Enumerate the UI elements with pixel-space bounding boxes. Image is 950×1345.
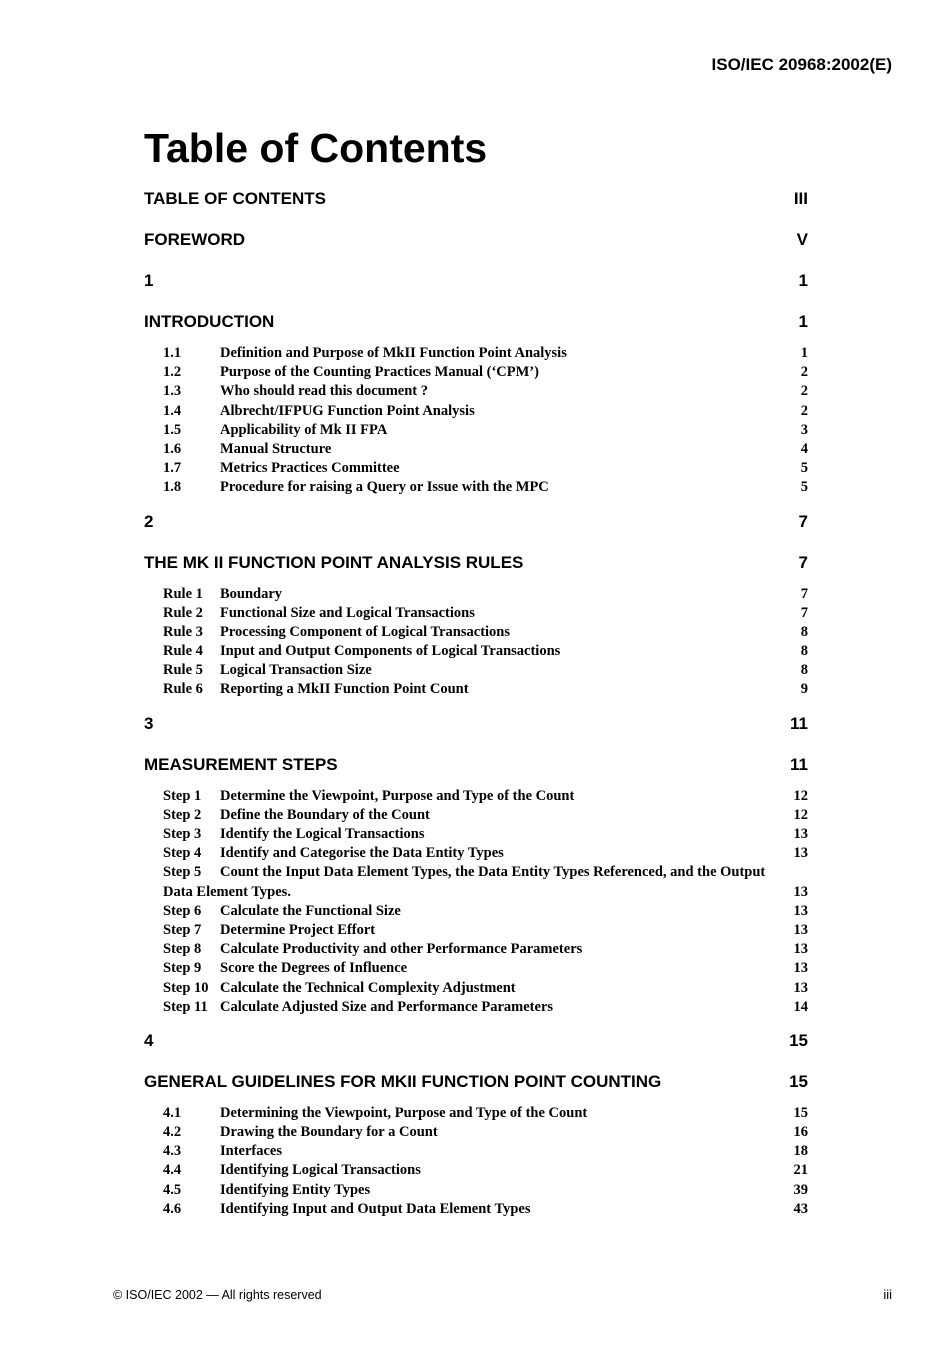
toc-entry-page: 1 bbox=[798, 271, 808, 290]
subitem-page: 16 bbox=[793, 1124, 808, 1141]
toc-entry-page: 7 bbox=[798, 511, 808, 531]
subitem-number: Step 7 bbox=[163, 921, 202, 938]
subitem-number: Step 6 bbox=[163, 902, 202, 919]
subitem-number: Rule 3 bbox=[163, 623, 203, 640]
subitem-number: Step 8 bbox=[163, 941, 202, 958]
chapter-number: 1 bbox=[144, 271, 154, 290]
toc-subitem[interactable] bbox=[144, 382, 808, 401]
toc-subitem[interactable] bbox=[144, 402, 808, 421]
subitem-page: 13 bbox=[793, 921, 808, 938]
toc-subitem[interactable] bbox=[144, 806, 808, 825]
toc-entry-title: FOREWORD bbox=[144, 230, 246, 249]
page-title: Table of Contents bbox=[144, 125, 488, 171]
subitem-page: 4 bbox=[800, 440, 808, 457]
subitem-number: Step 10 bbox=[163, 979, 209, 996]
toc-entry-page: 11 bbox=[790, 713, 808, 733]
toc-subitem[interactable] bbox=[144, 940, 808, 959]
subitem-page: 13 bbox=[793, 883, 808, 900]
subitem-page: 8 bbox=[800, 643, 808, 660]
toc-entry-table-of-contents[interactable] bbox=[144, 187, 808, 211]
subitem-title: Calculate Productivity and other Performance Parameters bbox=[220, 941, 583, 958]
subitem-number: Step 4 bbox=[163, 845, 202, 862]
toc-sublist-ch3-a bbox=[144, 787, 808, 864]
subitem-page: 13 bbox=[793, 941, 808, 958]
chapter-title: INTRODUCTION bbox=[144, 312, 275, 331]
subitem-title: Processing Component of Logical Transactions bbox=[220, 623, 511, 640]
subitem-title: Purpose of the Counting Practices Manual (‘CPM’) bbox=[220, 364, 539, 381]
subitem-number: 1.8 bbox=[163, 479, 182, 496]
subitem-number: 1.2 bbox=[163, 364, 182, 381]
toc-chapter-title-4[interactable] bbox=[144, 1070, 808, 1094]
subitem-title: Applicability of Mk II FPA bbox=[220, 421, 388, 438]
toc-subitem[interactable] bbox=[144, 1142, 808, 1161]
subitem-title: Identify and Categorise the Data Entity Types bbox=[220, 845, 504, 862]
subitem-page: 14 bbox=[793, 998, 808, 1015]
subitem-title: Identifying Entity Types bbox=[220, 1181, 371, 1198]
toc-entry-page: III bbox=[793, 189, 808, 208]
toc-subitem-step-5[interactable] bbox=[144, 863, 808, 882]
subitem-number: Rule 1 bbox=[163, 585, 203, 602]
subitem-number: Rule 4 bbox=[163, 643, 203, 660]
toc-subitem[interactable] bbox=[144, 1200, 808, 1219]
subitem-title: Who should read this document ? bbox=[220, 383, 429, 400]
subitem-number: 1.1 bbox=[163, 345, 182, 361]
subitem-number: 1.5 bbox=[163, 421, 182, 438]
toc-chapter-title-2[interactable] bbox=[144, 551, 808, 575]
subitem-title: Drawing the Boundary for a Count bbox=[220, 1124, 438, 1141]
subitem-page: 21 bbox=[793, 1162, 808, 1179]
subitem-page: 39 bbox=[793, 1181, 808, 1198]
subitem-number: 4.3 bbox=[163, 1143, 182, 1160]
toc-subitem[interactable] bbox=[144, 1104, 808, 1123]
subitem-page: 7 bbox=[800, 604, 808, 621]
toc-subitem[interactable] bbox=[144, 642, 808, 661]
toc-subitem[interactable] bbox=[144, 623, 808, 642]
toc-chapter-number-1[interactable] bbox=[144, 269, 808, 293]
toc-subitem[interactable] bbox=[144, 979, 808, 998]
toc-subitem[interactable] bbox=[144, 344, 808, 363]
subitem-title: Functional Size and Logical Transactions bbox=[220, 604, 475, 621]
subitem-page: 2 bbox=[800, 383, 808, 400]
toc-sublist-ch3-b bbox=[144, 902, 808, 1017]
subitem-number: 4.6 bbox=[163, 1200, 182, 1217]
subitem-number: 4.5 bbox=[163, 1181, 182, 1198]
subitem-page: 1 bbox=[800, 345, 808, 361]
toc-entry-page: V bbox=[796, 230, 808, 249]
toc-subitem[interactable] bbox=[144, 844, 808, 863]
subitem-page: 13 bbox=[793, 960, 808, 977]
toc-subitem[interactable] bbox=[144, 787, 808, 806]
toc-entry-title: TABLE OF CONTENTS bbox=[144, 189, 326, 208]
subitem-number: 1.6 bbox=[163, 440, 182, 457]
chapter-title: MEASUREMENT STEPS bbox=[144, 754, 338, 774]
toc-subitem[interactable] bbox=[144, 585, 808, 604]
toc-subitem[interactable] bbox=[144, 1123, 808, 1142]
subitem-title: Determine Project Effort bbox=[220, 921, 376, 938]
toc-subitem[interactable] bbox=[144, 421, 808, 440]
subitem-page: 2 bbox=[800, 402, 808, 419]
toc-subitem[interactable] bbox=[144, 363, 808, 382]
subitem-number: Step 5 bbox=[163, 864, 202, 881]
subitem-page: 13 bbox=[793, 826, 808, 842]
subitem-page: 5 bbox=[800, 479, 808, 496]
chapter-number: 4 bbox=[144, 1030, 154, 1050]
subitem-title: Identify the Logical Transactions bbox=[220, 826, 425, 842]
toc-subitem-step-5-continued[interactable] bbox=[144, 883, 808, 902]
subitem-number: 1.7 bbox=[163, 460, 182, 477]
toc-chapter-title-3[interactable] bbox=[144, 753, 808, 777]
subitem-page: 15 bbox=[793, 1104, 808, 1121]
toc-subitem[interactable] bbox=[144, 1181, 808, 1200]
subitem-title: Logical Transaction Size bbox=[220, 662, 372, 679]
toc-subitem[interactable] bbox=[144, 478, 808, 497]
toc-subitem[interactable] bbox=[144, 661, 808, 680]
subitem-page: 9 bbox=[800, 681, 808, 698]
subitem-title: Reporting a MkII Function Point Count bbox=[220, 681, 469, 698]
subitem-number: 1.4 bbox=[163, 402, 182, 419]
subitem-title: Input and Output Components of Logical Transactions bbox=[220, 643, 561, 660]
subitem-title: Interfaces bbox=[220, 1143, 283, 1160]
subitem-title: Score the Degrees of Influence bbox=[220, 960, 408, 977]
subitem-title: Metrics Practices Committee bbox=[220, 460, 400, 477]
subitem-title: Calculate Adjusted Size and Performance Parameters bbox=[220, 998, 554, 1015]
toc-sublist-ch3 bbox=[144, 787, 808, 1017]
toc-subitem[interactable] bbox=[144, 959, 808, 978]
subitem-title: Definition and Purpose of MkII Function Point Analysis bbox=[220, 345, 567, 361]
subitem-number: Step 11 bbox=[163, 998, 208, 1015]
chapter-title: GENERAL GUIDELINES FOR MKII FUNCTION POINT COUNTING bbox=[144, 1071, 662, 1091]
subitem-page: 13 bbox=[793, 902, 808, 919]
toc-sublist-ch1 bbox=[144, 344, 808, 498]
subitem-number: Rule 2 bbox=[163, 604, 203, 621]
subitem-number: Rule 5 bbox=[163, 662, 203, 679]
toc-subitem[interactable] bbox=[144, 825, 808, 844]
chapter-title: THE MK II FUNCTION POINT ANALYSIS RULES bbox=[144, 552, 524, 572]
subitem-number: 4.1 bbox=[163, 1104, 182, 1121]
subitem-title: Count the Input Data Element Types, the Data Entity Types Referenced, and the Output bbox=[220, 864, 766, 881]
subitem-number: Step 1 bbox=[163, 787, 202, 804]
toc-entry-foreword[interactable] bbox=[144, 228, 808, 252]
subitem-number: Rule 6 bbox=[163, 681, 203, 698]
subitem-title: Procedure for raising a Query or Issue with the MPC bbox=[220, 479, 549, 496]
subitem-page: 43 bbox=[793, 1200, 808, 1217]
subitem-page: 18 bbox=[793, 1143, 808, 1160]
subitem-title: Determine the Viewpoint, Purpose and Type of the Count bbox=[220, 787, 575, 804]
subitem-title-continued: Data Element Types. bbox=[163, 883, 291, 900]
toc-subitem[interactable] bbox=[144, 902, 808, 921]
subitem-number: 4.4 bbox=[163, 1162, 182, 1179]
toc-subitem[interactable] bbox=[144, 604, 808, 623]
subitem-page: 13 bbox=[793, 845, 808, 862]
toc-subitem[interactable] bbox=[144, 1161, 808, 1180]
toc-sublist-ch2 bbox=[144, 585, 808, 700]
subitem-title: Manual Structure bbox=[220, 440, 332, 457]
toc-entry-page: 7 bbox=[798, 552, 808, 572]
subitem-title: Boundary bbox=[220, 585, 283, 602]
toc-entry-page: 15 bbox=[789, 1030, 808, 1050]
subitem-page: 13 bbox=[793, 979, 808, 996]
subitem-number: Step 9 bbox=[163, 960, 202, 977]
subitem-title: Albrecht/IFPUG Function Point Analysis bbox=[220, 402, 475, 419]
subitem-page: 5 bbox=[800, 460, 808, 477]
subitem-page: 8 bbox=[800, 623, 808, 640]
toc-chapter-number-2[interactable] bbox=[144, 510, 808, 534]
subitem-page: 7 bbox=[800, 585, 808, 602]
subitem-title: Calculate the Technical Complexity Adjustment bbox=[220, 979, 516, 996]
subitem-title: Identifying Logical Transactions bbox=[220, 1162, 421, 1179]
subitem-page: 12 bbox=[793, 787, 808, 804]
toc-subitem[interactable] bbox=[144, 680, 808, 699]
toc-entry-page: 11 bbox=[790, 754, 808, 774]
footer-copyright: © ISO/IEC 2002 — All rights reserved bbox=[113, 1288, 322, 1302]
subitem-title: Identifying Input and Output Data Element Types bbox=[220, 1200, 531, 1217]
toc-sublist-ch4 bbox=[144, 1104, 808, 1219]
document-id: ISO/IEC 20968:2002(E) bbox=[711, 55, 892, 74]
subitem-title: Calculate the Functional Size bbox=[220, 902, 401, 919]
toc-subitem[interactable] bbox=[144, 998, 808, 1017]
table-of-contents bbox=[144, 187, 808, 1231]
subitem-title: Determining the Viewpoint, Purpose and Type of the Count bbox=[220, 1104, 588, 1121]
chapter-number: 2 bbox=[144, 511, 154, 531]
chapter-number: 3 bbox=[144, 713, 154, 733]
toc-chapter-title-1[interactable] bbox=[144, 310, 808, 334]
subitem-number: 4.2 bbox=[163, 1124, 182, 1141]
subitem-page: 8 bbox=[800, 662, 808, 679]
toc-chapter-number-4[interactable] bbox=[144, 1029, 808, 1053]
subitem-number: Step 2 bbox=[163, 806, 202, 823]
toc-subitem[interactable] bbox=[144, 459, 808, 478]
toc-entry-page: 15 bbox=[789, 1071, 808, 1091]
footer-page-number: iii bbox=[883, 1287, 892, 1302]
subitem-number: Step 3 bbox=[163, 826, 202, 842]
toc-subitem[interactable] bbox=[144, 440, 808, 459]
subitem-title: Define the Boundary of the Count bbox=[220, 806, 430, 823]
toc-subitem[interactable] bbox=[144, 921, 808, 940]
subitem-page: 3 bbox=[800, 421, 808, 438]
toc-chapter-number-3[interactable] bbox=[144, 712, 808, 736]
subitem-page: 2 bbox=[800, 364, 808, 381]
subitem-number: 1.3 bbox=[163, 383, 182, 400]
subitem-page: 12 bbox=[793, 806, 808, 823]
toc-entry-page: 1 bbox=[798, 312, 808, 331]
